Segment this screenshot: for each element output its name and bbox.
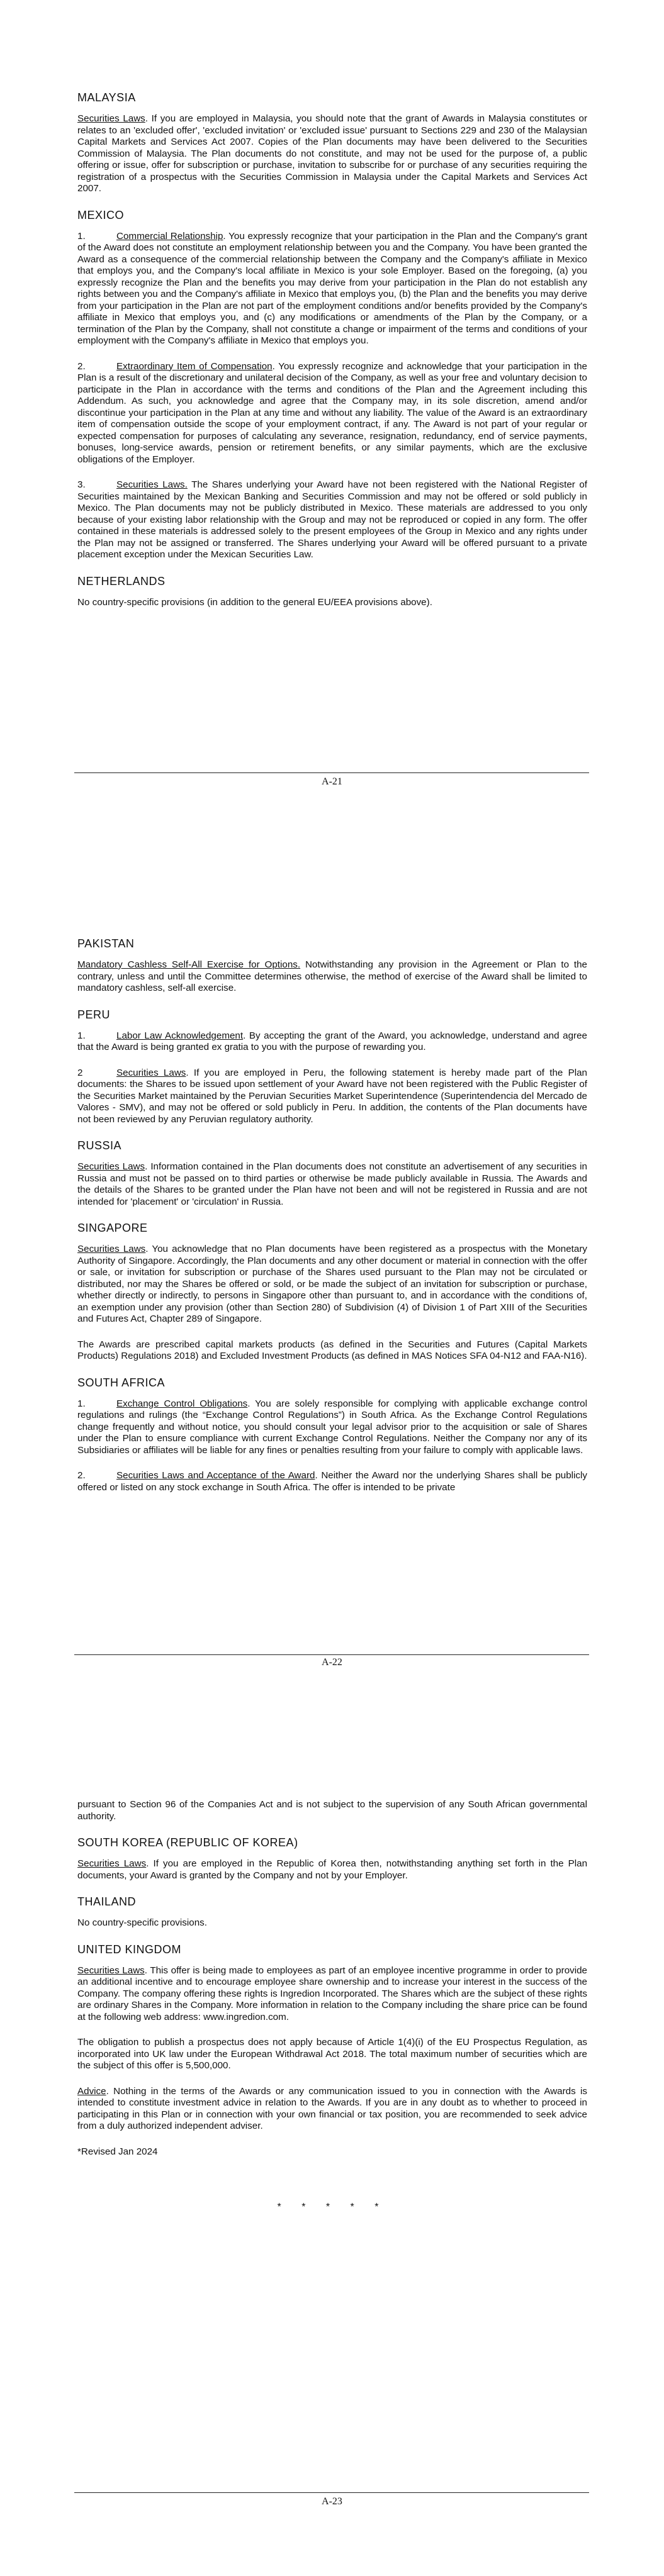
pakistan-text: Notwithstanding any provision in the Agreement or Plan to the contrary, unless and until the Committee determines otherwise, the method of exercise of the Award shall be limited to mandatory cashless, self-all exercise. bbox=[77, 959, 587, 993]
heading-netherlands: NETHERLANDS bbox=[77, 574, 166, 588]
heading-singapore: SINGAPORE bbox=[77, 1222, 148, 1234]
heading-south-korea: SOUTH KOREA (REPUBLIC OF KOREA) bbox=[77, 1836, 298, 1849]
mexico-item-3-text: The Shares underlying your Award have not been registered with the National Register of Securities maintained by the Mexican Banking and Securities Commission and may not be offered or sold publicly in Mexico. The Plan documents may not be publicly distributed in Mexico. These materials are addressed to you only because of your existing labor relationship with the Group and may not be reproduced or copied in any form. The offer contained in these materials is addressed solely to the present employees of the Group in Mexico and any rights under the Plan may not be assigned or transferred. The Shares underlying your Award will be offered pursuant to a private placement exception under the Mexican Securities Law. bbox=[77, 479, 587, 560]
heading-south-africa: SOUTH AFRICA bbox=[77, 1376, 166, 1389]
peru-item-2 bbox=[77, 1068, 587, 1126]
south-korea-text: . If you are employed in the Republic of Korea then, notwithstanding anything set forth in the Plan documents, your Award is granted by the Company and not by your Employer. bbox=[77, 1858, 588, 1881]
page-a21 bbox=[0, 0, 664, 811]
heading-united-kingdom: UNITED KINGDOM bbox=[77, 1943, 182, 1956]
singapore-title: Securities Laws bbox=[77, 1244, 146, 1254]
south-africa-item-2-number: 2. bbox=[77, 1470, 86, 1481]
malaysia-securities-text: . If you are employed in Malaysia, you should note that the grant of Awards in Malaysia constitutes or relates to an 'excluded offer', 'excluded invitation' or 'excluded issue' pursuant to Sections 229 and 230 of the Malaysian Capital Markets and Services Act 2007. Copies of the Plan documents may have been delivered to the Securities Commission of Malaysia. The Plan documents do not constitute, and may not be used for the purpose of, a public offering or issue, offer for subscription or purchase, invitation to subscribe for or purchase of any securities requiring the registration of a prospectus with the Securities Commission in Malaysia under the Capital Markets and Services Act 2007. bbox=[77, 113, 588, 194]
uk-securities-paragraph bbox=[77, 1965, 587, 2024]
singapore-paragraph-2: The Awards are prescribed capital markets products (as defined in the Securities and Futures (Capital Markets Products) Regulations 2018) and Excluded Investment Products (as defined in MAS Notices SFA 04-N12 and FAA-N16). bbox=[77, 1339, 587, 1361]
peru-item-2-number: 2 bbox=[77, 1067, 83, 1078]
south-africa-item-1-text: . You are solely responsible for complying with applicable exchange control regulations and rulings (the “Exchange Control Regulations”) in South Africa. As the Exchange Control Regulations change frequently and without notice, you should consult your legal advisor prior to the acquisition or sale of Shares under the Plan to ensure compliance with current Exchange Control Regulations. Neither the Company nor any of its Subsidiaries or affiliates will be liable for any fines or penalties resulting from your failure to comply with applicable laws. bbox=[77, 1398, 587, 1456]
page-a22 bbox=[0, 811, 664, 1680]
pakistan-title: Mandatory Cashless Self-All Exercise for Options. bbox=[77, 959, 301, 970]
mexico-item-3-title: Securities Laws. bbox=[116, 479, 188, 490]
netherlands-text: No country-specific provisions (in addition to the general EU/EEA provisions above). bbox=[77, 596, 432, 608]
mexico-item-3 bbox=[77, 479, 587, 561]
south-africa-continuation: pursuant to Section 96 of the Companies Act and is not subject to the supervision of any South African governmental authority. bbox=[77, 1799, 587, 1822]
heading-mexico: MEXICO bbox=[77, 208, 125, 221]
singapore-paragraph-1 bbox=[77, 1244, 587, 1325]
malaysia-securities-title: Securities Laws bbox=[77, 113, 145, 124]
russia-text: . Information contained in the Plan documents does not constitute an advertisement of any securities in Russia and must not be passed on to third parties or otherwise be made publicly available in Russia. The Awards and the details of the Shares to be granted under the Plan have not been and will not be registered in Russia and are not intended for 'placement' or 'circulation' in Russia. bbox=[77, 1161, 587, 1207]
heading-peru: PERU bbox=[77, 1008, 111, 1021]
revised-note: *Revised Jan 2024 bbox=[77, 2146, 158, 2157]
mexico-item-2-text: . You expressly recognize and acknowledge that your participation in the Plan is a result of the discretionary and unilateral decision of the Company, as well as your free and voluntary decision to participate in the Plan in accordance with the terms and conditions of the Plan and the Agreement including this Addendum. As such, you acknowledge and agree that the Company may, in its sole discretion, amend and/or discontinue your participation in the Plan at any time and without any liability. The value of the Award is an extraordinary item of compensation outside the scope of your employment contract, if any. The Award is not part of your regular or expected compensation for purposes of calculating any severance, resignation, redundancy, end of service payments, bonuses, long-service awards, pension or retirement benefits, or any similar payments, which are the exclusive obligations of the Employer. bbox=[77, 360, 587, 465]
peru-item-1-title: Labor Law Acknowledgement bbox=[116, 1030, 244, 1041]
south-africa-item-2 bbox=[77, 1470, 587, 1493]
south-korea-paragraph bbox=[77, 1858, 587, 1882]
south-africa-item-2-text: . Neither the Award nor the underlying Shares shall be publicly offered or listed on any stock exchange in South Africa. The offer is intended to be private bbox=[77, 1470, 587, 1493]
mexico-item-1-title: Commercial Relationship bbox=[116, 230, 223, 242]
peru-item-1 bbox=[77, 1030, 587, 1054]
page-a23-content bbox=[77, 1799, 587, 2213]
heading-russia: RUSSIA bbox=[77, 1139, 122, 1152]
uk-advice-title: Advice bbox=[77, 2085, 106, 2097]
peru-item-2-text: . If you are employed in Peru, the following statement is hereby made part of the Plan documents: the Shares to be issued upon settlement of your Award have not been registered with the Public Register of the Securities Market maintained by the Peruvian Securities Market Superintendence (Superintendencia del Mercado de Valores - SMV), and may not be offered or sold publicly in Peru. In addition, the contents of the Plan documents have not been reviewed by any Peruvian regulatory authority. bbox=[77, 1067, 587, 1125]
south-africa-item-1-number: 1. bbox=[77, 1398, 86, 1409]
thailand-text: No country-specific provisions. bbox=[77, 1917, 207, 1928]
heading-malaysia: MALAYSIA bbox=[77, 91, 136, 104]
footer-rule bbox=[74, 2492, 589, 2493]
mexico-item-2-number: 2. bbox=[77, 360, 86, 372]
heading-pakistan: PAKISTAN bbox=[77, 937, 135, 950]
singapore-text: . You acknowledge that no Plan documents have been registered as a prospectus with the Monetary Authority of Singapore. Accordingly, the Plan documents and any other document or material in connection with the offer or sale, or invitation for subscription or purchase of the Shares used pursuant to the Plan may not be circulated or distributed, nor may the Shares be offered or sold, or be made the subject of an invitation for subscription or purchase, whether directly or indirectly, to persons in Singapore other than pursuant to, and in accordance with the conditions of, an exemption under any provision (other than Section 280) of Subdivision (4) of Division 1 of Part XIII of the Securities and Futures Act, Chapter 289 of Singapore. bbox=[77, 1244, 587, 1324]
malaysia-securities-paragraph bbox=[77, 113, 587, 195]
page-number: A-22 bbox=[322, 1657, 342, 1668]
uk-advice-paragraph bbox=[77, 2086, 587, 2133]
mexico-item-1-number: 1. bbox=[77, 230, 86, 242]
page-a21-content bbox=[77, 91, 587, 622]
uk-securities-text: . This offer is being made to employees as part of an employee incentive programme in order to provide an additional incentive and to encourage employee share ownership and to increase your interest in the success of the Company. The company offering these rights is Ingredion Incorporated. The Shares which are the subject of these rights are ordinary Shares in the Company. More information in relation to the Company including the share price can be found at the following web address: www.ingredion.com. bbox=[77, 1965, 587, 2022]
page-a23 bbox=[0, 1680, 664, 2576]
section-end-stars: * * * * * bbox=[277, 2202, 388, 2212]
peru-item-1-text: . By accepting the grant of the Award, you acknowledge, understand and agree that the Award is being granted ex gratia to you with the purpose of rewarding you. bbox=[77, 1030, 587, 1052]
south-africa-item-1-title: Exchange Control Obligations bbox=[116, 1398, 248, 1409]
mexico-item-2 bbox=[77, 361, 587, 466]
peru-item-2-title: Securities Laws bbox=[116, 1067, 186, 1078]
mexico-item-1 bbox=[77, 231, 587, 347]
uk-prospectus-paragraph: The obligation to publish a prospectus does not apply because of Article 1(4)(i) of the EU Prospectus Regulation, as incorporated into UK law under the European Withdrawal Act 2018. The total maximum number of securities which are the subject of this offer is 5,500,000. bbox=[77, 2037, 587, 2071]
uk-advice-text: . Nothing in the terms of the Awards or any communication issued to you in connection with the Awards is intended to constitute investment advice in relation to the Awards. If you are in any doubt as to whether to proceed in participating in this Plan or in connection with your own financial or tax position, you are recommended to seek advice from a duly authorized independent adviser. bbox=[77, 2085, 587, 2131]
uk-securities-title: Securities Laws bbox=[77, 1965, 145, 1976]
page-number: A-21 bbox=[322, 776, 342, 787]
russia-title: Securities Laws bbox=[77, 1161, 145, 1172]
heading-thailand: THAILAND bbox=[77, 1895, 137, 1908]
page-a22-content bbox=[77, 937, 587, 1507]
footer-rule bbox=[74, 772, 589, 773]
pakistan-paragraph bbox=[77, 959, 587, 995]
south-africa-item-1 bbox=[77, 1398, 587, 1457]
mexico-item-2-title: Extraordinary Item of Compensation bbox=[116, 360, 273, 372]
russia-paragraph bbox=[77, 1161, 587, 1208]
south-korea-title: Securities Laws bbox=[77, 1858, 147, 1869]
south-africa-item-2-title: Securities Laws and Acceptance of the Award bbox=[116, 1470, 315, 1481]
mexico-item-1-text: . You expressly recognize that your participation in the Plan and the Company's grant of the Award does not constitute an employment relationship between you and the Company. You have been granted the Award as a consequence of the commercial relationship between the Company and the Company's affiliate in Mexico that employs you, and the Company's local affiliate in Mexico is your sole Employer. Based on the foregoing, (a) you expressly recognize the Plan and the benefits you may derive from your participation in the Plan do not establish any rights between you and the Company's affiliate in Mexico that employs you, (b) the Plan and the benefits you may derive from your participation in the Plan are not part of the employment conditions and/or benefits provided by the Company's affiliate in Mexico that employs you, and (c) any modifications or amendments of the Plan by the Company, or a termination of the Plan by the Company, shall not constitute a change or impairment of the terms and conditions of your employment with the Company's affiliate in Mexico that employs you. bbox=[77, 230, 587, 346]
peru-item-1-number: 1. bbox=[77, 1030, 86, 1041]
page-number: A-23 bbox=[322, 2496, 342, 2507]
mexico-item-3-number: 3. bbox=[77, 479, 86, 490]
footer-rule bbox=[74, 1654, 589, 1655]
